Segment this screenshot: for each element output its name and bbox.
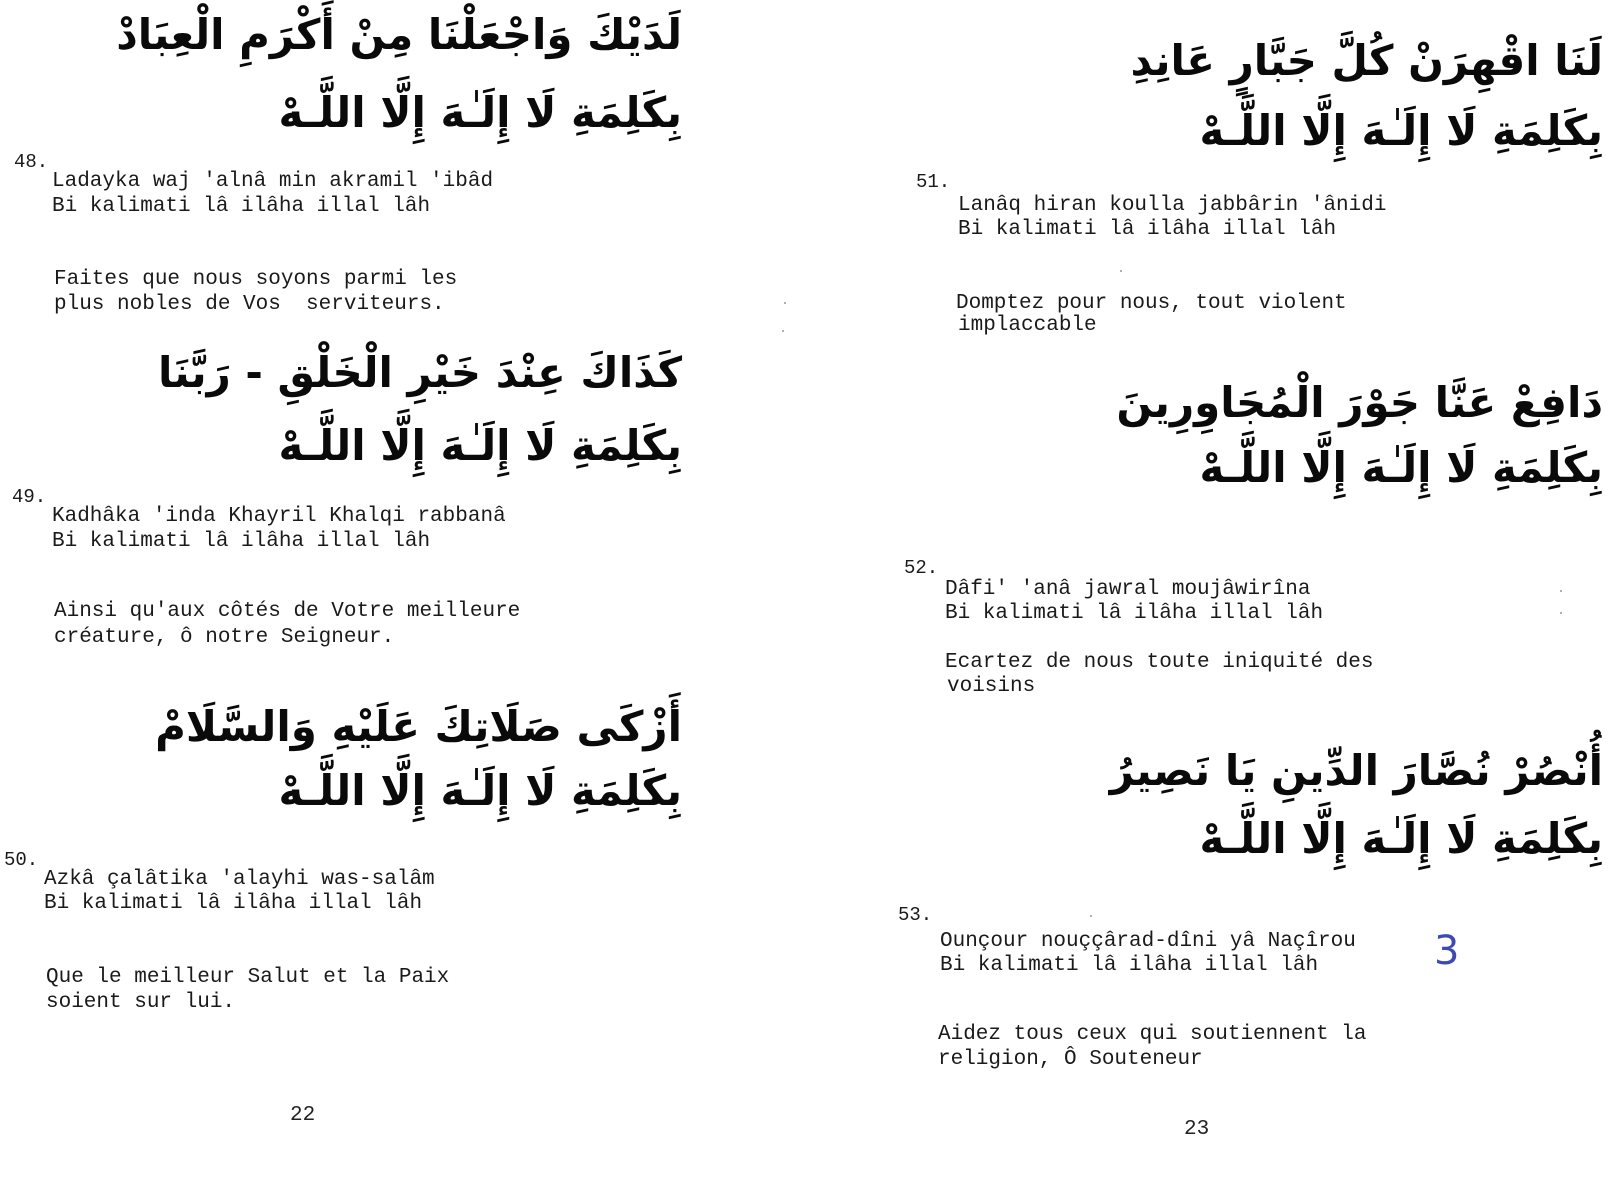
- french-49-2: créature, ô notre Seigneur.: [54, 626, 395, 649]
- transliteration-48-2: Bi kalimati lâ ilâha illal lâh: [52, 195, 431, 218]
- arabic-line-53-1: أُنْصُرْ نُصَّارَ الدِّينِ يَا نَصِيرُ: [1109, 746, 1603, 795]
- transliteration-50-2: Bi kalimati lâ ilâha illal lâh: [44, 892, 423, 915]
- page-number-left: 22: [290, 1104, 316, 1127]
- transliteration-52-1: Dâfi' 'anâ jawral moujâwirîna: [945, 578, 1311, 601]
- french-48-2: plus nobles de Vos serviteurs.: [54, 293, 445, 316]
- french-50-1: Que le meilleur Salut et la Paix: [46, 966, 450, 989]
- french-52-1: Ecartez de nous toute iniquité des: [945, 651, 1374, 674]
- scan-speck: [1090, 915, 1092, 917]
- french-53-2: religion, Ô Souteneur: [938, 1048, 1203, 1071]
- arabic-line-52-1: دَافِعْ عَنَّا جَوْرَ الْمُجَاوِرِينَ: [1116, 378, 1603, 427]
- arabic-line-53-2: بِكَلِمَةِ لَا إِلَـٰهَ إِلَّا اللَّـهْ: [1199, 814, 1603, 863]
- transliteration-51-1: Lanâq hiran koulla jabbârin 'ânidi: [958, 194, 1387, 217]
- verse-number-49: 49.: [12, 486, 47, 508]
- transliteration-48-1: Ladayka waj 'alnâ min akramil 'ibâd: [52, 170, 494, 193]
- verse-number-51: 51.: [916, 171, 951, 193]
- arabic-line-51-2: بِكَلِمَةِ لَا إِلَـٰهَ إِلَّا اللَّـهْ: [1199, 106, 1603, 155]
- transliteration-50-1: Azkâ çalâtika 'alayhi was-salâm: [44, 868, 435, 891]
- handwritten-mark: 3: [1434, 928, 1460, 974]
- transliteration-49-2: Bi kalimati lâ ilâha illal lâh: [52, 530, 431, 553]
- french-53-1: Aidez tous ceux qui soutiennent la: [938, 1023, 1367, 1046]
- arabic-line-49-1: كَذَاكَ عِنْدَ خَيْرِ الْخَلْقِ - رَبَّنَا: [157, 348, 682, 397]
- transliteration-51-2: Bi kalimati lâ ilâha illal lâh: [958, 218, 1337, 241]
- scan-speck: [1120, 270, 1122, 272]
- transliteration-53-2: Bi kalimati lâ ilâha illal lâh: [940, 954, 1319, 977]
- french-52-2: voisins: [947, 675, 1036, 698]
- arabic-line-48-2: بِكَلِمَةِ لَا إِلَـٰهَ إِلَّا اللَّـهْ: [278, 88, 682, 137]
- arabic-line-50-2: بِكَلِمَةِ لَا إِلَـٰهَ إِلَّا اللَّـهْ: [278, 766, 682, 815]
- scan-speck: [1560, 612, 1562, 614]
- arabic-line-51-1: لَنَا اقْهِرَنْ كُلَّ جَبَّارٍ عَانِدِ: [1130, 36, 1603, 85]
- french-49-1: Ainsi qu'aux côtés de Votre meilleure: [54, 600, 521, 623]
- french-51-1: Domptez pour nous, tout violent: [956, 292, 1347, 315]
- scan-speck: [782, 330, 784, 332]
- french-48-1: Faites que nous soyons parmi les: [54, 268, 458, 291]
- left-page: [0, 0, 800, 1178]
- arabic-line-49-2: بِكَلِمَةِ لَا إِلَـٰهَ إِلَّا اللَّـهْ: [278, 421, 682, 470]
- transliteration-53-1: Ounçour nouççârad-dîni yâ Naçîrou: [940, 930, 1356, 953]
- arabic-line-50-1: أَزْكَى صَلَاتِكَ عَلَيْهِ وَالسَّلَامْ: [155, 702, 682, 751]
- transliteration-52-2: Bi kalimati lâ ilâha illal lâh: [945, 602, 1324, 625]
- french-50-2: soient sur lui.: [46, 991, 236, 1014]
- arabic-line-48-1: لَدَيْكَ وَاجْعَلْنَا مِنْ أَكْرَمِ الْعِبَادْ: [116, 10, 682, 59]
- scan-speck: [1560, 590, 1562, 592]
- french-51-2: implaccable: [958, 314, 1097, 337]
- verse-number-50: 50.: [4, 849, 39, 871]
- scan-speck: [784, 302, 786, 304]
- right-page: [800, 0, 1621, 1178]
- transliteration-49-1: Kadhâka 'inda Khayril Khalqi rabbanâ: [52, 505, 506, 528]
- arabic-line-52-2: بِكَلِمَةِ لَا إِلَـٰهَ إِلَّا اللَّـهْ: [1199, 443, 1603, 492]
- page-number-right: 23: [1184, 1118, 1210, 1141]
- verse-number-48: 48.: [14, 151, 49, 173]
- verse-number-52: 52.: [904, 557, 939, 579]
- verse-number-53: 53.: [898, 904, 933, 926]
